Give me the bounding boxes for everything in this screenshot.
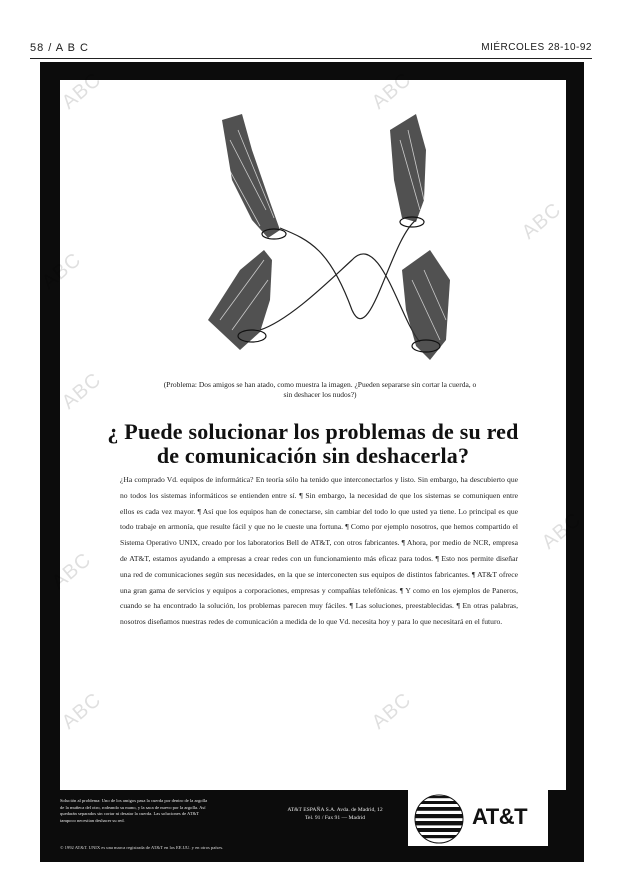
issue-date: MIÉRCOLES 28-10-92 [481,42,592,53]
watermark: ABC [367,688,416,734]
company-address [250,806,420,822]
watermark: ABC [57,688,106,734]
header-rule [30,58,592,59]
ad-body-copy: ¿Ha comprado Vd. equipos de informática? En teoría sólo ha tenido que interconectarlos y listo. Sin embargo, ha descubierto que no todos los sistemas informáticos se entienden entre sí. ¶ Sin embargo, la necesidad de que los sistemas se comuniquen entre ellos es cada vez mayor. ¶ Así que los equipos han de conectarse, sin cambiar del todo lo que usted ya tiene. Lo principal es que todo trabaje en armonía, que resulte fácil y que no le cueste una fortuna. ¶ Como por ejemplo nosotros, que hemos compartido el Sistema Operativo UNIX, creado por los laboratorios Bell de AT&T, con otros fabricantes. ¶ Ahora, por medio de NCR, empresa de AT&T, estamos ayudando a empresas a crear redes con un funcionamiento más eficaz para todos. ¶ Esto nos permite diseñar una red de comunicaciones según sus necesidades, en la que se interconecten sus equipos de distintos fabricantes. ¶ AT&T ofrece una gran gama de servicios y equipos a corporaciones, empresas y compañías telefónicas. ¶ Y como en los ejemplos de Paneros, cuando se ha encontrado la solución, los problemas parecen muy fáciles. ¶ Las soluciones, preestablecidas. ¶ En otras palabras, nosotros diseñamos nuestras redes de comunicación a medida de lo que Vd. necesita hoy y para lo que necesitará en el futuro. [120,475,518,627]
advertisement-frame [37,62,584,862]
advertisement-panel [57,80,566,790]
watermark: ABC [57,68,106,114]
watermark: ABC [517,198,566,244]
page-header [30,40,592,60]
address-line-1: AT&T ESPAÑA S.A. Avda. de Madrid, 12 [287,807,383,813]
ad-footer [40,790,584,862]
watermark: ABC [47,548,96,594]
watermark: ABC [367,68,416,114]
puzzle-solution-text: Solución al problema: Uno de los amigos pasa la cuerda por dentro de la argolla de la muñeca del otro, rodeando su mano, y la saca de nuevo por la argolla. Así quedarán separados sin cortar ni desatar la cuerda. Las soluciones de AT&T tampoco necesitan deshacer su red. [60,798,208,823]
illustration-caption: (Problema: Dos amigos se han atado, como muestra la imagen. ¿Pueden separarse sin cortar la cuerda, o sin deshacer los nudos?) [163,380,477,399]
address-line-2: Tel. 91 / Fax 91 — Madrid [304,815,366,821]
att-wordmark: AT&T [472,804,528,829]
watermark: ABC [57,368,106,414]
att-globe-icon [414,794,464,844]
hands-rope-illustration [180,110,470,390]
headline-line-1: ¿ Puede solucionar los problemas de su red [107,419,519,444]
copyright-line: © 1992 AT&T. UNIX es una marca registrada de AT&T en los EE.UU. y en otros países. [60,845,224,850]
watermark: ABC [537,508,586,554]
att-logo [408,790,548,846]
headline-line-2: de comunicación sin deshacerla? [156,443,470,468]
watermark: ABC [37,248,86,294]
page-label: 58 / A B C [30,42,89,54]
